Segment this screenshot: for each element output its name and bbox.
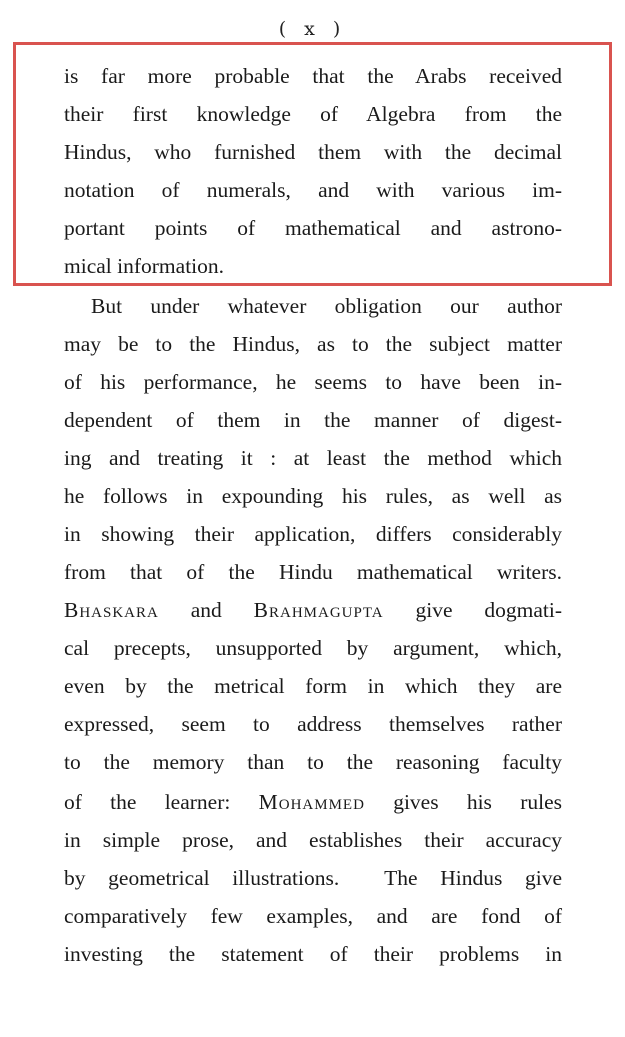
page-number: ( x ) [278, 18, 347, 40]
author-name-mohammed: Mohammed [258, 790, 365, 814]
text-line: by geometrical illustrations. The Hindus give [64, 866, 562, 890]
text-line: he follows in expounding his rules, as well as [64, 484, 562, 508]
text-line: dependent of them in the manner of digest- [64, 408, 562, 432]
text-line: investing the statement of their problems in [64, 942, 562, 966]
text-line: their first knowledge of Algebra from the [64, 102, 562, 126]
text-line: in showing their application, differs considerably [64, 522, 562, 546]
text-line: portant points of mathematical and astrono- [64, 216, 562, 240]
text-span: give dogmati- [383, 598, 562, 622]
text-line: of his performance, he seems to have been in- [64, 370, 562, 394]
text-span: gives his rules [364, 790, 562, 814]
text-line: from that of the Hindu mathematical writers. [64, 560, 562, 584]
text-line: even by the metrical form in which they are [64, 674, 562, 698]
text-line: comparatively few examples, and are fond of [64, 904, 562, 928]
text-line: mical information. [64, 254, 225, 278]
text-line: is far more probable that the Arabs received [64, 64, 562, 88]
text-line: notation of numerals, and with various im- [64, 178, 562, 202]
text-line: to the memory than to the reasoning faculty [64, 750, 562, 774]
author-name-brahmagupta: Brahmagupta [253, 598, 384, 622]
text-line [64, 788, 562, 816]
text-line: But under whatever obligation our author [91, 294, 562, 318]
text-line: ing and treating it : at least the method which [64, 446, 562, 470]
text-line: in simple prose, and establishes their accuracy [64, 828, 562, 852]
text-line: Hindus, who furnished them with the decimal [64, 140, 562, 164]
text-line: expressed, seem to address themselves rather [64, 712, 562, 736]
text-line: cal precepts, unsupported by argument, which, [64, 636, 562, 660]
text-line [64, 596, 562, 624]
text-span: and [158, 598, 254, 622]
text-span: of the learner: [64, 790, 259, 814]
text-line: may be to the Hindus, as to the subject matter [64, 332, 562, 356]
author-name-bhaskara: Bhaskara [64, 598, 159, 622]
